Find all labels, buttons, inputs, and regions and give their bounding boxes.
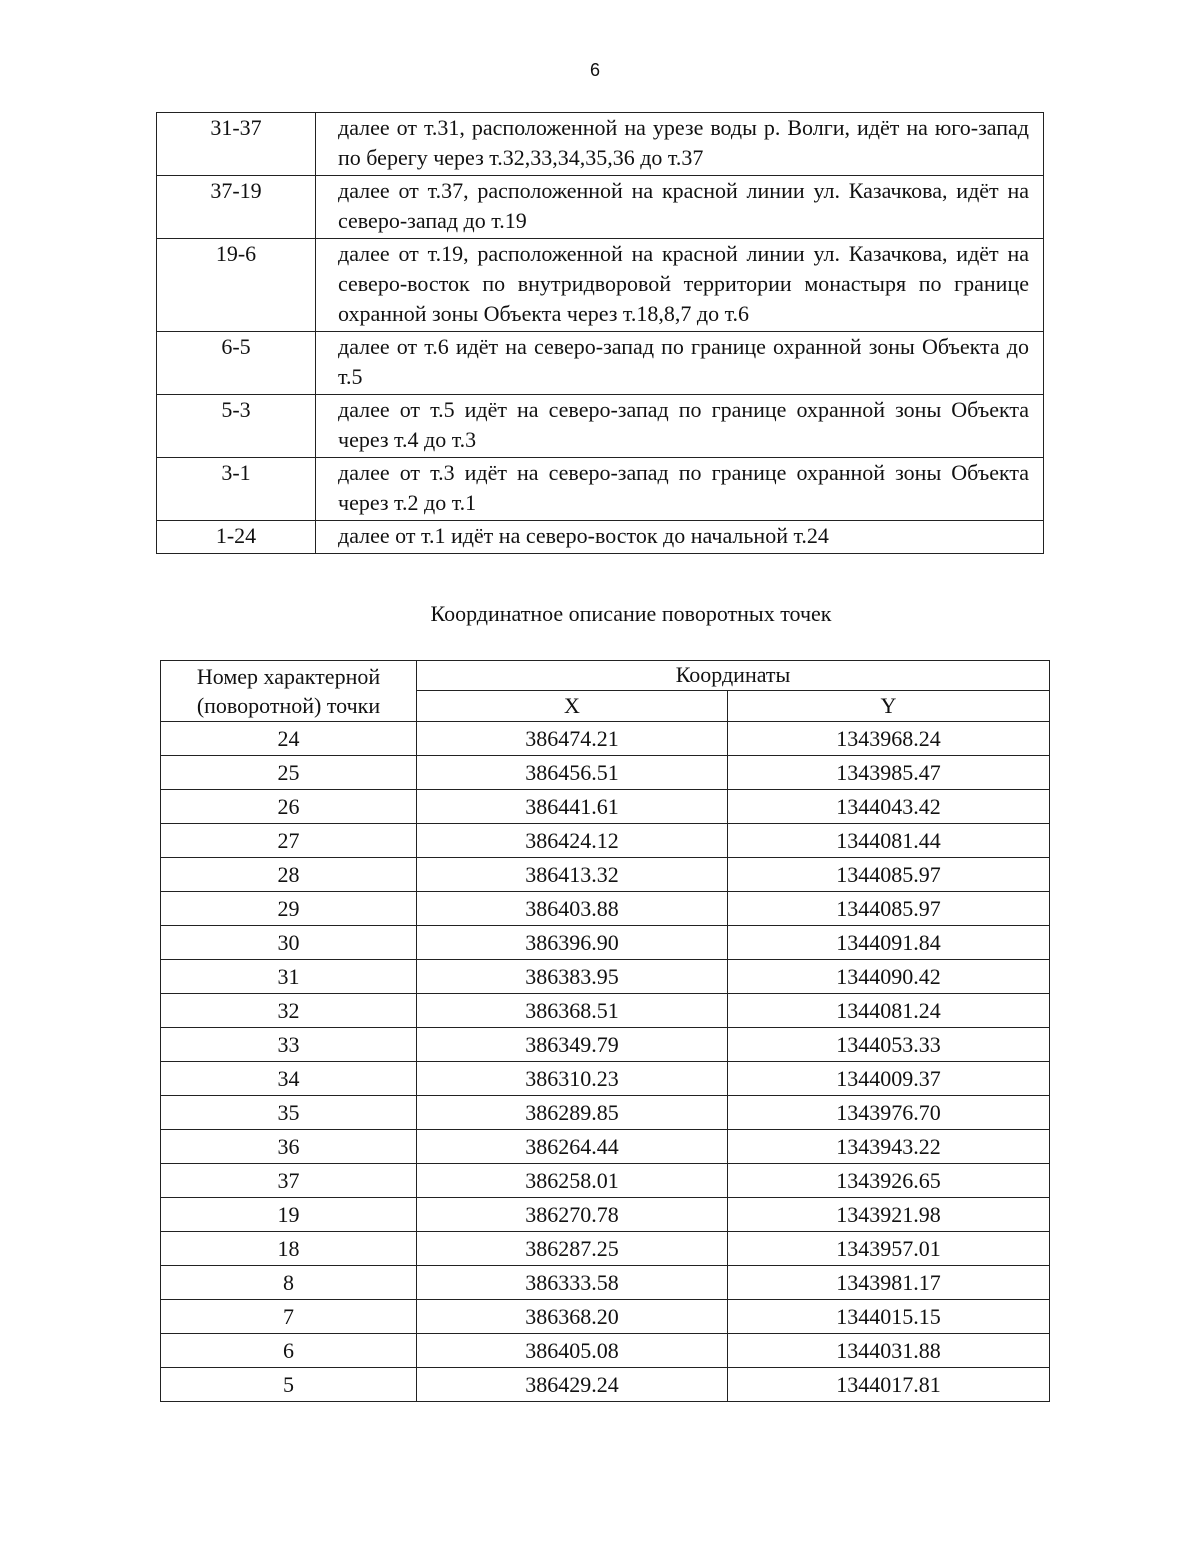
- point-number-cell: 33: [161, 1028, 417, 1062]
- segment-description: далее от т.31, расположенной на урезе воды р. Волги, идёт на юго-запад по берегу через т.32,33,34,35,36 до т.37: [316, 113, 1044, 176]
- y-coordinate-cell: 1344081.24: [728, 994, 1050, 1028]
- point-number-cell: 5: [161, 1368, 417, 1402]
- section-title: Координатное описание поворотных точек: [430, 601, 832, 626]
- header-point-line1: Номер характерной: [196, 664, 381, 689]
- coordinate-row: [161, 1164, 1050, 1198]
- header-x: X: [417, 690, 728, 721]
- segment-id: 31-37: [157, 113, 316, 176]
- x-coordinate-cell: 386413.32: [417, 858, 728, 892]
- y-coordinate-cell: 1343943.22: [728, 1130, 1050, 1164]
- coordinate-row: [161, 1232, 1050, 1266]
- segment-row: [157, 332, 1044, 395]
- coordinate-row: [161, 1266, 1050, 1300]
- segment-row: [157, 239, 1044, 332]
- point-number-cell: 28: [161, 858, 417, 892]
- x-coordinate-cell: 386383.95: [417, 960, 728, 994]
- point-number-cell: 27: [161, 824, 417, 858]
- coordinate-row: [161, 892, 1050, 926]
- point-number-cell: 26: [161, 790, 417, 824]
- y-coordinate-cell: 1343981.17: [728, 1266, 1050, 1300]
- y-coordinate-cell: 1343957.01: [728, 1232, 1050, 1266]
- coordinate-row: [161, 926, 1050, 960]
- coordinate-row: [161, 858, 1050, 892]
- y-coordinate-cell: 1344081.44: [728, 824, 1050, 858]
- point-number-cell: 34: [161, 1062, 417, 1096]
- y-coordinate-cell: 1343921.98: [728, 1198, 1050, 1232]
- x-coordinate-cell: 386441.61: [417, 790, 728, 824]
- segment-description: далее от т.37, расположенной на красной линии ул. Казачкова, идёт на северо-запад до т.19: [316, 176, 1044, 239]
- y-coordinate-cell: 1343985.47: [728, 756, 1050, 790]
- coordinate-row: [161, 1368, 1050, 1402]
- segment-row: [157, 458, 1044, 521]
- x-coordinate-cell: 386405.08: [417, 1334, 728, 1368]
- segment-id: 5-3: [157, 395, 316, 458]
- coordinate-row: [161, 994, 1050, 1028]
- x-coordinate-cell: 386396.90: [417, 926, 728, 960]
- coordinate-row: [161, 722, 1050, 756]
- y-coordinate-cell: 1344085.97: [728, 858, 1050, 892]
- y-coordinate-cell: 1344090.42: [728, 960, 1050, 994]
- segment-id: 37-19: [157, 176, 316, 239]
- coordinate-row: [161, 1334, 1050, 1368]
- point-number-cell: 29: [161, 892, 417, 926]
- coordinate-row: [161, 960, 1050, 994]
- x-coordinate-cell: 386349.79: [417, 1028, 728, 1062]
- header-point-number: [161, 661, 417, 722]
- x-coordinate-cell: 386474.21: [417, 722, 728, 756]
- x-coordinate-cell: 386333.58: [417, 1266, 728, 1300]
- coordinate-row: [161, 824, 1050, 858]
- coordinate-row: [161, 1096, 1050, 1130]
- point-number-cell: 35: [161, 1096, 417, 1130]
- segment-description: далее от т.19, расположенной на красной линии ул. Казачкова, идёт на северо-восток по внутридворовой территории монастыря по границе охранной зоны Объекта через т.18,8,7 до т.6: [316, 239, 1044, 332]
- segment-id: 19-6: [157, 239, 316, 332]
- x-coordinate-cell: 386289.85: [417, 1096, 728, 1130]
- x-coordinate-cell: 386424.12: [417, 824, 728, 858]
- point-number-cell: 37: [161, 1164, 417, 1198]
- point-number-cell: 31: [161, 960, 417, 994]
- segment-id: 3-1: [157, 458, 316, 521]
- point-number-cell: 25: [161, 756, 417, 790]
- point-number-cell: 19: [161, 1198, 417, 1232]
- x-coordinate-cell: 386310.23: [417, 1062, 728, 1096]
- coordinates-table: [160, 660, 1050, 1402]
- segment-row: [157, 395, 1044, 458]
- y-coordinate-cell: 1343926.65: [728, 1164, 1050, 1198]
- y-coordinate-cell: 1344031.88: [728, 1334, 1050, 1368]
- point-number-cell: 24: [161, 722, 417, 756]
- y-coordinate-cell: 1344017.81: [728, 1368, 1050, 1402]
- x-coordinate-cell: 386429.24: [417, 1368, 728, 1402]
- header-coordinates: Координаты: [417, 661, 1050, 691]
- x-coordinate-cell: 386264.44: [417, 1130, 728, 1164]
- header-point-line2: (поворотной) точки: [196, 693, 381, 718]
- segment-id: 1-24: [157, 521, 316, 554]
- segment-description: далее от т.6 идёт на северо-запад по границе охранной зоны Объекта до т.5: [316, 332, 1044, 395]
- segment-description: далее от т.5 идёт на северо-запад по границе охранной зоны Объекта через т.4 до т.3: [316, 395, 1044, 458]
- point-number-cell: 32: [161, 994, 417, 1028]
- point-number-cell: 7: [161, 1300, 417, 1334]
- y-coordinate-cell: 1343968.24: [728, 722, 1050, 756]
- x-coordinate-cell: 386287.25: [417, 1232, 728, 1266]
- page-number: 6: [589, 60, 600, 80]
- coordinate-row: [161, 790, 1050, 824]
- y-coordinate-cell: 1344091.84: [728, 926, 1050, 960]
- y-coordinate-cell: 1344009.37: [728, 1062, 1050, 1096]
- y-coordinate-cell: 1344015.15: [728, 1300, 1050, 1334]
- header-y: Y: [728, 690, 1050, 721]
- point-number-cell: 30: [161, 926, 417, 960]
- point-number-cell: 8: [161, 1266, 417, 1300]
- x-coordinate-cell: 386368.51: [417, 994, 728, 1028]
- x-coordinate-cell: 386270.78: [417, 1198, 728, 1232]
- y-coordinate-cell: 1344043.42: [728, 790, 1050, 824]
- x-coordinate-cell: 386403.88: [417, 892, 728, 926]
- segment-row: [157, 176, 1044, 239]
- coordinate-row: [161, 1130, 1050, 1164]
- segment-id: 6-5: [157, 332, 316, 395]
- point-number-cell: 18: [161, 1232, 417, 1266]
- segment-row: [157, 113, 1044, 176]
- x-coordinate-cell: 386258.01: [417, 1164, 728, 1198]
- segment-description: далее от т.3 идёт на северо-запад по границе охранной зоны Объекта через т.2 до т.1: [316, 458, 1044, 521]
- x-coordinate-cell: 386456.51: [417, 756, 728, 790]
- y-coordinate-cell: 1344085.97: [728, 892, 1050, 926]
- coordinate-row: [161, 1028, 1050, 1062]
- x-coordinate-cell: 386368.20: [417, 1300, 728, 1334]
- segment-row: [157, 521, 1044, 554]
- y-coordinate-cell: 1344053.33: [728, 1028, 1050, 1062]
- coordinate-row: [161, 1300, 1050, 1334]
- coordinate-row: [161, 756, 1050, 790]
- segment-description: далее от т.1 идёт на северо-восток до начальной т.24: [316, 521, 1044, 554]
- y-coordinate-cell: 1343976.70: [728, 1096, 1050, 1130]
- point-number-cell: 36: [161, 1130, 417, 1164]
- point-number-cell: 6: [161, 1334, 417, 1368]
- segments-table: [156, 112, 1044, 554]
- coordinate-row: [161, 1198, 1050, 1232]
- coordinate-row: [161, 1062, 1050, 1096]
